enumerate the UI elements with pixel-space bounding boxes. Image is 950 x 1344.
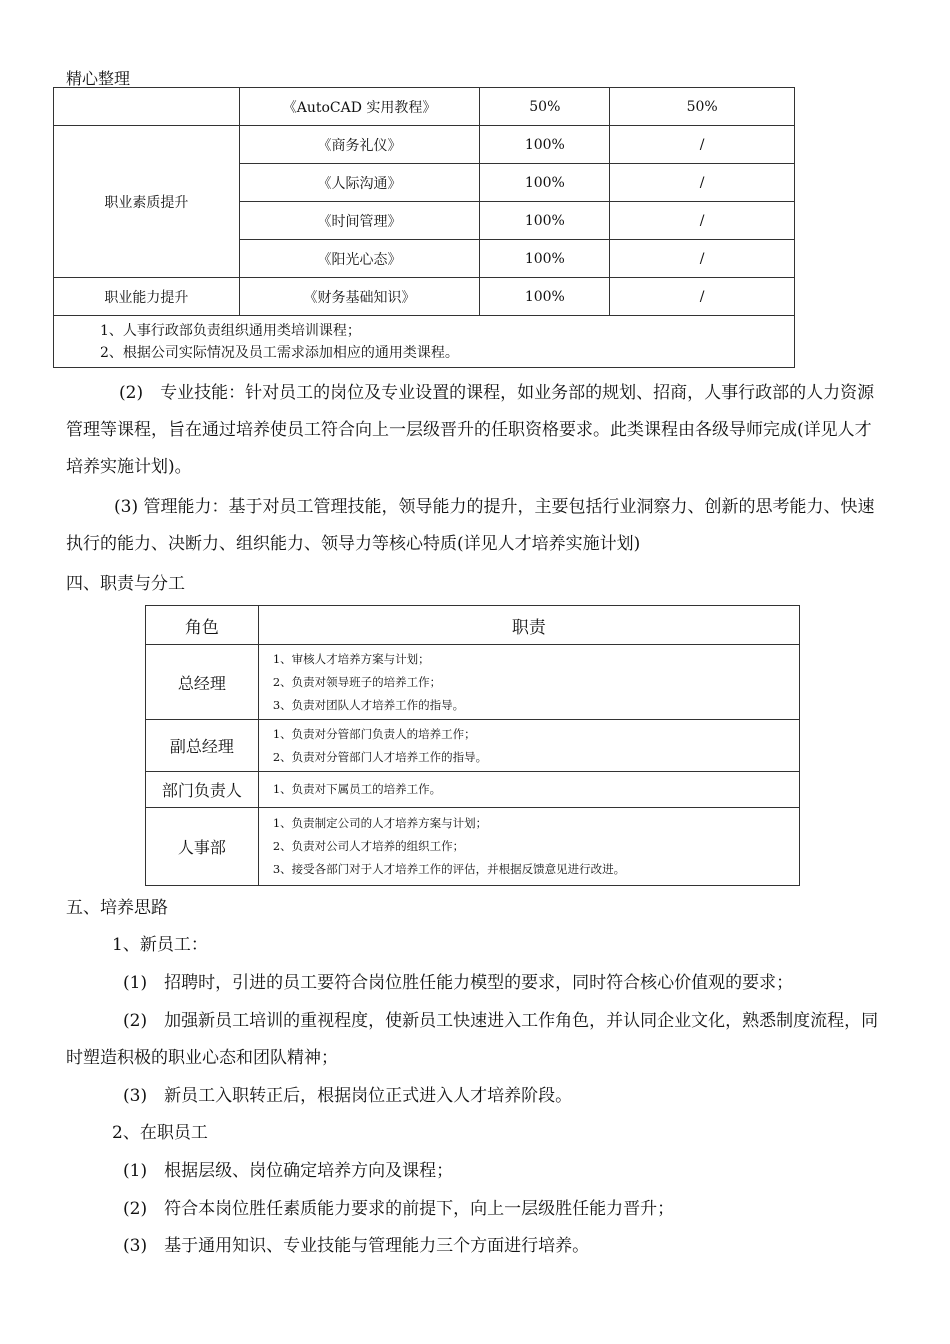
duty-line: 1、负责对下属员工的培养工作。 (272, 782, 442, 796)
subheading-new-staff: 1、新员工： (112, 935, 208, 955)
ratio-cell: 50% (480, 88, 610, 126)
section-heading-4: 四、职责与分工 (66, 574, 185, 594)
page-header: 精心整理 (66, 69, 131, 88)
ratio-cell: 100% (480, 126, 610, 164)
list-item: (2) 符合本岗位胜任素质能力要求的前提下，向上一层级胜任能力晋升； (123, 1199, 675, 1219)
duty-cell (258, 720, 799, 772)
table-row (146, 645, 800, 720)
duty-line: 1、审核人才培养方案与计划； (272, 651, 430, 666)
duty-cell (258, 808, 799, 886)
table-row (54, 278, 795, 316)
duty-cell (258, 772, 799, 808)
role-cell: 人事部 (146, 808, 259, 886)
duty-line: 3、负责对团队人才培养工作的指导。 (272, 697, 465, 712)
table-row (54, 88, 795, 126)
course-cell: 《时间管理》 (239, 202, 480, 240)
note-line: 1、人事行政部负责组织通用类培训课程； (100, 322, 361, 339)
course-cell: 《阳光心态》 (239, 240, 480, 278)
duty-line: 1、负责制定公司的人才培养方案与计划； (272, 816, 488, 830)
duty-line: 2、负责对领导班子的培养工作； (272, 674, 442, 689)
duty-line: 2、负责对公司人才培养的组织工作； (272, 839, 465, 853)
ratio-cell: / (610, 240, 795, 278)
duty-cell (258, 645, 799, 720)
list-item: (1) 招聘时，引进的员工要符合岗位胜任能力模型的要求，同时符合核心价值观的要求； (123, 973, 794, 993)
duty-line: 1、负责对分管部门负责人的培养工作； (272, 726, 476, 741)
role-cell: 总经理 (146, 645, 259, 720)
course-cell: 《商务礼仪》 (239, 126, 480, 164)
column-header-role: 角色 (146, 606, 259, 645)
ratio-cell: 100% (480, 202, 610, 240)
duty-line: 2、负责对分管部门人才培养工作的指导。 (272, 749, 488, 764)
column-header-duty: 职责 (258, 606, 799, 645)
role-cell: 副总经理 (146, 720, 259, 772)
course-table (53, 87, 795, 368)
table-row (146, 772, 800, 808)
category-cell (54, 88, 240, 126)
table-row (54, 316, 795, 368)
table-row (146, 808, 800, 886)
ratio-cell: / (610, 126, 795, 164)
table-row (54, 126, 795, 164)
responsibility-table (145, 605, 800, 886)
category-cell: 职业素质提升 (54, 126, 240, 278)
role-cell: 部门负责人 (146, 772, 259, 808)
course-cell: 《人际沟通》 (239, 164, 480, 202)
ratio-cell: 100% (480, 240, 610, 278)
ratio-cell: 50% (610, 88, 795, 126)
paragraph-professional-skills: (2) 专业技能：针对员工的岗位及专业设置的课程，如业务部的规划、招商，人事行政部的人力资源管理等课程，旨在通过培养使员工符合向上一层级晋升的任职资格要求。此类课程由各级导师完成(详见人才培养实施计划)。 (66, 383, 875, 477)
list-item: (3) 基于通用知识、专业技能与管理能力三个方面进行培养。 (123, 1236, 590, 1256)
list-item: (3) 新员工入职转正后，根据岗位正式进入人才培养阶段。 (123, 1086, 573, 1106)
ratio-cell: 100% (480, 278, 610, 316)
ratio-cell: / (610, 278, 795, 316)
duty-line: 3、接受各部门对于人才培养工作的评估，并根据反馈意见进行改进。 (272, 862, 626, 876)
course-cell: 《财务基础知识》 (239, 278, 480, 316)
ratio-cell: / (610, 202, 795, 240)
subheading-current-staff: 2、在职员工 (112, 1123, 208, 1143)
category-cell: 职业能力提升 (54, 278, 240, 316)
table-row (146, 720, 800, 772)
table-header-row (146, 606, 800, 645)
ratio-cell: 100% (480, 164, 610, 202)
paragraph-management-ability: (3) 管理能力：基于对员工管理技能，领导能力的提升，主要包括行业洞察力、创新的思考能力、快速执行的能力、决断力、组织能力、领导力等核心特质(详见人才培养实施计划) (66, 497, 875, 554)
notes-cell (54, 316, 795, 368)
course-cell: 《AutoCAD 实用教程》 (239, 88, 480, 126)
ratio-cell: / (610, 164, 795, 202)
section-heading-5: 五、培养思路 (66, 898, 168, 918)
list-item: (1) 根据层级、岗位确定培养方向及课程； (123, 1161, 454, 1181)
note-line: 2、根据公司实际情况及员工需求添加相应的通用类课程。 (100, 344, 459, 361)
list-item: (2) 加强新员工培训的重视程度，使新员工快速进入工作角色，并认同企业文化，熟悉制度流程，同时塑造积极的职业心态和团队精神； (66, 1011, 879, 1068)
